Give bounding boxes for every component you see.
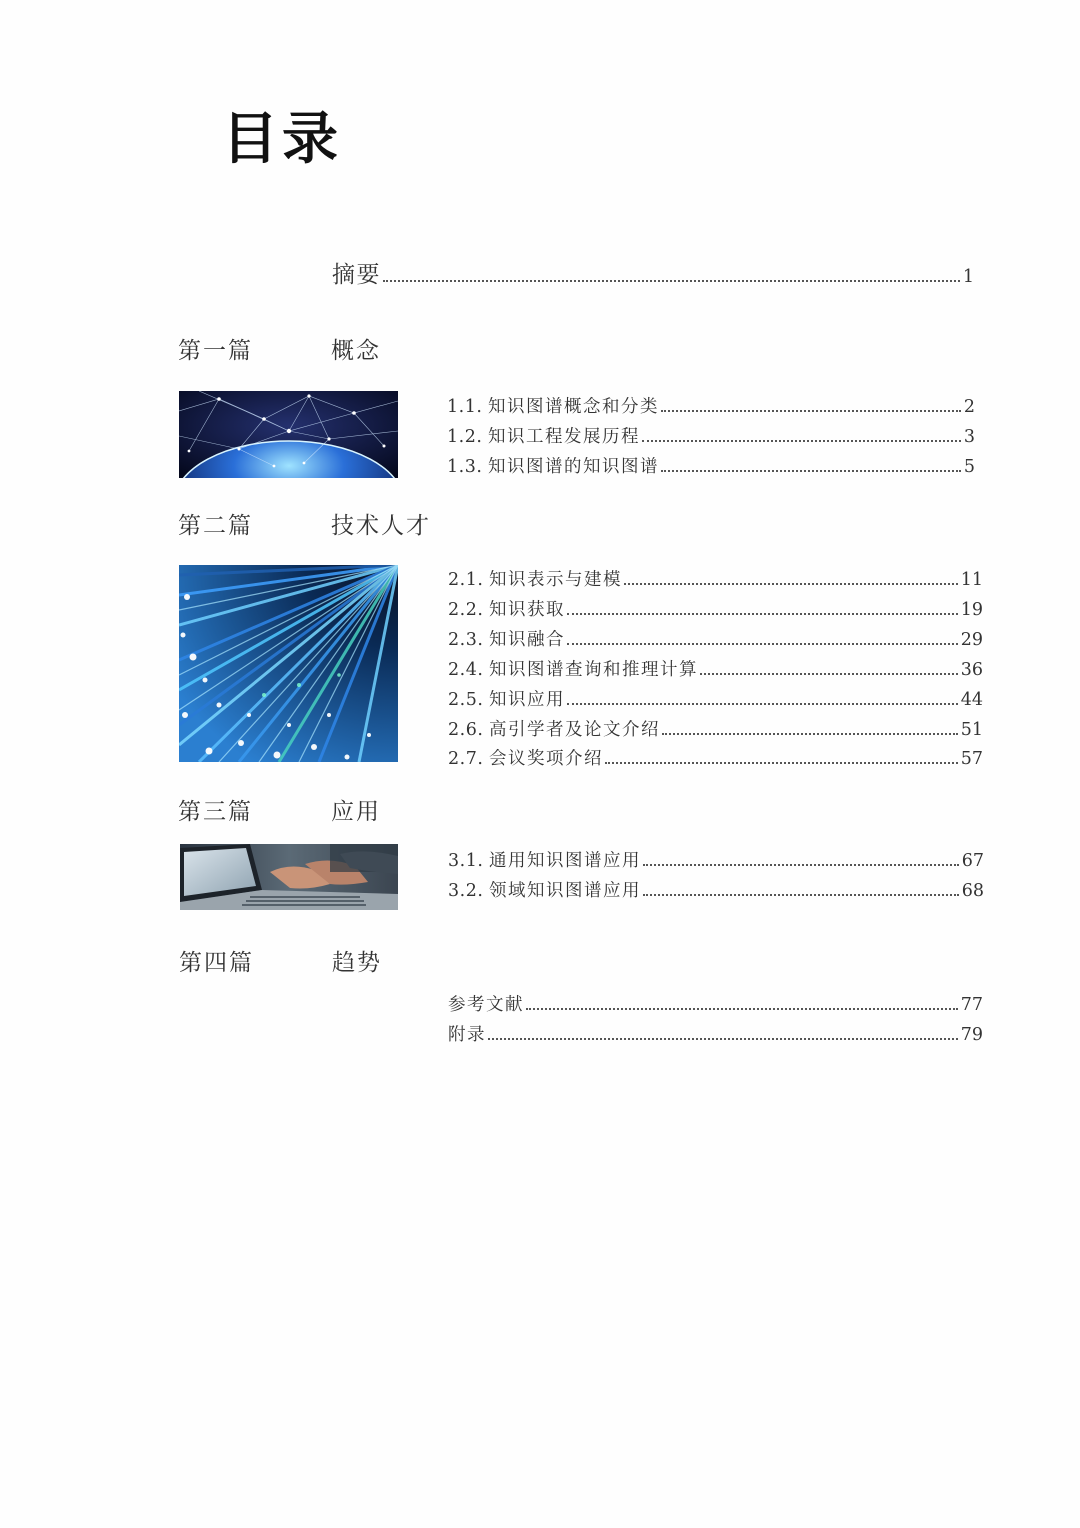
toc-entry-number: 3.2. (448, 881, 484, 901)
toc-entry[interactable] (448, 656, 983, 681)
dot-leader (643, 864, 959, 866)
toc-entry-number: 2.6. (448, 720, 484, 740)
toc-entry-number: 2.5. (448, 690, 484, 710)
toc-entry-number: 2.2. (448, 600, 484, 620)
toc-entry-number: 1.2. (447, 427, 483, 447)
dot-leader (488, 1038, 958, 1040)
toc-entry-title: 知识图谱查询和推理计算 (489, 660, 698, 680)
dot-leader (662, 733, 958, 735)
toc-entry[interactable] (448, 847, 984, 872)
dot-leader (567, 613, 958, 615)
part-name: 应用 (331, 799, 381, 825)
laptop-typing-image (180, 844, 398, 910)
part-name: 概念 (331, 338, 381, 364)
part-number: 第四篇 (179, 950, 254, 976)
toc-entry-page: 79 (960, 1025, 983, 1045)
dot-leader (567, 643, 958, 645)
toc-entry-number: 2.1. (448, 570, 484, 590)
toc-entry-number: 2.4. (448, 660, 484, 680)
dot-leader (624, 583, 958, 585)
toc-entry[interactable] (447, 393, 975, 418)
toc-entry[interactable] (447, 423, 975, 448)
toc-entry-title: 高引学者及论文介绍 (489, 720, 660, 740)
dot-leader (383, 280, 960, 282)
toc-entry-title: 通用知识图谱应用 (489, 851, 641, 871)
toc-entry-title: 附录 (448, 1025, 486, 1045)
toc-entry-page: 5 (963, 457, 975, 477)
toc-entry-title: 知识图谱概念和分类 (488, 397, 659, 417)
toc-entry-page: 67 (961, 851, 984, 871)
dot-leader (526, 1008, 958, 1010)
dot-leader (567, 703, 958, 705)
toc-entry[interactable] (448, 626, 983, 651)
toc-entry-abstract[interactable] (332, 256, 974, 289)
toc-entry[interactable] (448, 745, 983, 770)
page-title: 目录 (222, 107, 342, 172)
dot-leader (605, 762, 958, 764)
toc-entry-title: 知识图谱的知识图谱 (488, 457, 659, 477)
toc-entry-page: 68 (961, 881, 984, 901)
toc-entry-title: 知识工程发展历程 (488, 427, 640, 447)
toc-entry-title: 知识表示与建模 (489, 570, 622, 590)
fiber-optic-image (179, 565, 398, 762)
toc-entry-title: 会议奖项介绍 (489, 749, 603, 769)
part-number: 第三篇 (178, 799, 253, 825)
toc-entry-page: 57 (960, 749, 983, 769)
toc-entry-page: 1 (962, 267, 974, 287)
toc-entry[interactable] (448, 686, 983, 711)
part-number: 第一篇 (178, 338, 253, 364)
part-name: 趋势 (332, 950, 382, 976)
toc-entry-appendix[interactable] (448, 1021, 983, 1046)
toc-entry-title: 知识获取 (489, 600, 565, 620)
toc-entry-number: 1.1. (447, 397, 483, 417)
toc-entry-page: 51 (960, 720, 983, 740)
dot-leader (642, 440, 961, 442)
toc-entry-title: 领域知识图谱应用 (489, 881, 641, 901)
toc-entry[interactable] (448, 716, 983, 741)
toc-entry-title: 参考文献 (448, 995, 524, 1015)
toc-entry-page: 11 (960, 570, 983, 590)
toc-entry[interactable] (447, 453, 975, 478)
toc-entry-number: 2.7. (448, 749, 484, 769)
toc-entry-page: 19 (960, 600, 983, 620)
toc-entry-title: 知识应用 (489, 690, 565, 710)
toc-entry-page: 3 (963, 427, 975, 447)
toc-entry[interactable] (448, 877, 984, 902)
toc-entry-number: 3.1. (448, 851, 484, 871)
toc-entry-page: 36 (960, 660, 983, 680)
toc-entry-references[interactable] (448, 991, 983, 1016)
part-heading (178, 332, 381, 365)
toc-entry[interactable] (448, 566, 983, 591)
dot-leader (661, 410, 961, 412)
part-heading (178, 793, 381, 826)
part-name: 技术人才 (331, 513, 431, 539)
toc-entry-page: 44 (960, 690, 983, 710)
dot-leader (700, 673, 958, 675)
dot-leader (661, 470, 961, 472)
toc-entry-number: 1.3. (447, 457, 483, 477)
part-number: 第二篇 (178, 513, 253, 539)
toc-entry-title: 知识融合 (489, 630, 565, 650)
toc-entry[interactable] (448, 596, 983, 621)
toc-entry-page: 77 (960, 995, 983, 1015)
dot-leader (643, 894, 959, 896)
toc-entry-page: 29 (960, 630, 983, 650)
toc-entry-title: 摘要 (332, 262, 381, 288)
toc-entry-page: 2 (963, 397, 975, 417)
globe-network-image (179, 391, 398, 478)
toc-entry-number: 2.3. (448, 630, 484, 650)
part-heading (179, 944, 382, 977)
part-heading (178, 507, 431, 540)
